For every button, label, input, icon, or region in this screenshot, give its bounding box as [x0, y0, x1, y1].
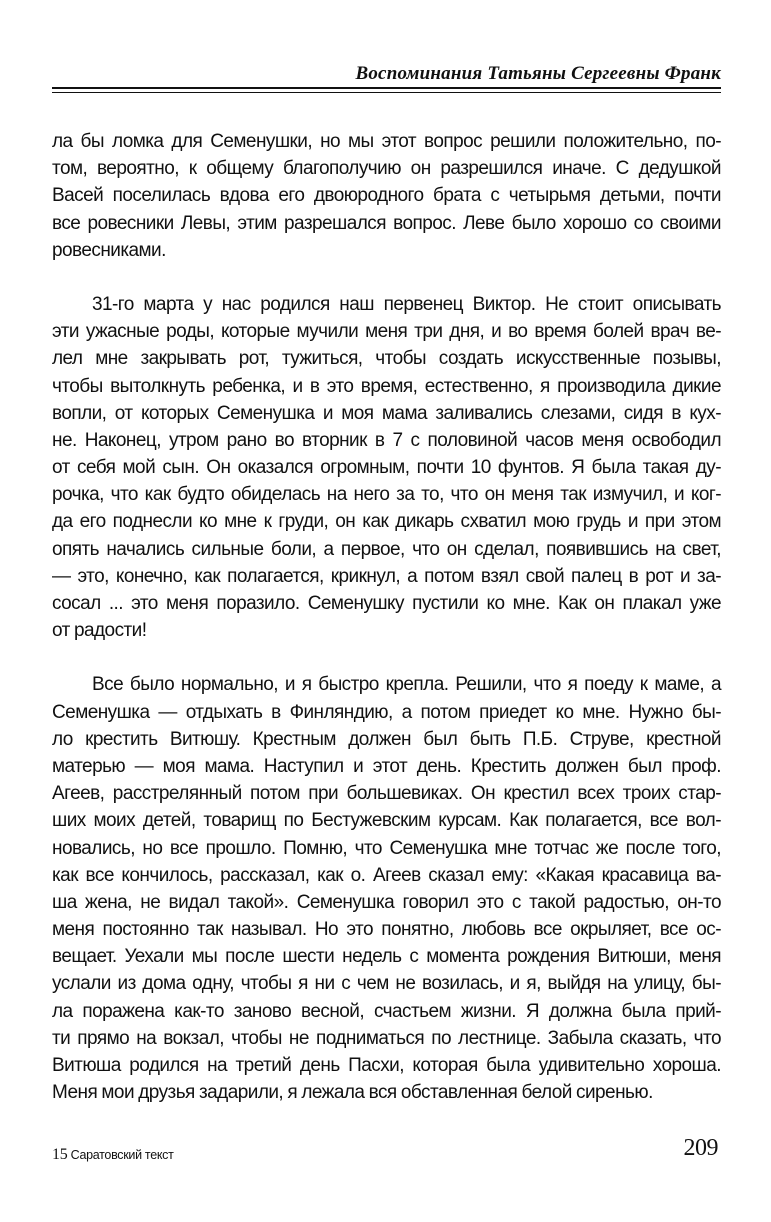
paragraph — [52, 128, 721, 264]
text-line: рочка, что как будто обиделась на него за то, что он меня так измучил, и ког- — [52, 484, 721, 506]
text-line: от радости! — [52, 620, 147, 642]
text-line: меня постоянно так называл. Но это понятно, любовь все окрыляет, все ос- — [52, 919, 721, 941]
paragraph — [52, 291, 721, 644]
header-rule-thin — [52, 92, 721, 93]
text-line: Семенушка — отдыхать в Финляндию, а потом приедет ко мне. Нужно бы- — [52, 701, 721, 723]
text-line: Все было нормально, и я быстро крепла. Решили, что я поеду к маме, а — [92, 674, 721, 696]
text-line: новались, но все прошло. Помню, что Семенушка мне тотчас же после того, — [52, 837, 721, 859]
text-line: Васей поселилась вдова его двоюродного брата с четырьмя детьми, почти — [52, 185, 721, 207]
signature-number: 15 — [52, 1146, 68, 1163]
text-line: опять начались сильные боли, а первое, что он сделал, появившись на свет, — [52, 538, 721, 560]
signature-text: Саратовский текст — [70, 1148, 174, 1162]
text-line: чтобы вытолкнуть ребенка, и в это время, естественно, я производила дикие — [52, 375, 721, 397]
text-line: лел мне закрывать рот, тужиться, чтобы создать искусственные позывы, — [52, 348, 721, 370]
text-line: от себя мой сын. Он оказался огромным, почти 10 фунтов. Я была такая ду- — [52, 457, 721, 479]
text-line: вещает. Уехали мы после шести недель с момента рождения Витюши, меня — [52, 946, 721, 968]
text-line: том, вероятно, к общему благополучию он разрешился иначе. С дедушкой — [52, 158, 721, 180]
text-line: как все кончилось, рассказал, как о. Агеев сказал ему: «Какая красавица ва- — [52, 864, 721, 886]
text-line: ти прямо на вокзал, чтобы не подниматься по лестнице. Забыла сказать, что — [52, 1027, 721, 1049]
body-text — [52, 128, 721, 1106]
header-rule-thick — [52, 87, 721, 89]
text-line: все ровесники Левы, этим разрешался вопрос. Леве было хорошо со своими — [52, 212, 721, 234]
text-line: услали из дома одну, чтобы я ни с чем не возилась, и я, выйдя на улицу, бы- — [52, 973, 721, 995]
text-line: Меня мои друзья задарили, я лежала вся обставленная белой сиренью. — [52, 1082, 653, 1104]
text-line: ровесниками. — [52, 239, 166, 261]
text-line: да его поднесли ко мне к груди, он как дикарь схватил мою грудь и при этом — [52, 511, 721, 533]
text-line: ла бы ломка для Семенушки, но мы этот вопрос решили положительно, по- — [52, 131, 721, 152]
paragraph — [52, 671, 721, 1106]
signature-mark — [52, 1146, 174, 1164]
text-line: ша жена, не видал такой». Семенушка говорил это с такой радостью, он-то — [52, 891, 721, 913]
text-line: ших моих детей, товарищ по Бестужевским курсам. Как полагается, все вол- — [52, 810, 721, 832]
text-line: Агеев, расстрелянный потом при большевиках. Он крестил всех троих стар- — [52, 783, 721, 805]
text-line: ло крестить Витюшу. Крестным должен был быть П.Б. Струве, крестной — [52, 728, 721, 750]
text-line: ла поражена как-то заново весной, счастьем жизни. Я должна была прий- — [52, 1000, 721, 1022]
text-line: — это, конечно, как полагается, крикнул, а потом взял свой палец в рот и за- — [52, 565, 721, 587]
text-line: не. Наконец, утром рано во вторник в 7 с половиной часов меня освободил — [52, 429, 721, 451]
text-line: эти ужасные роды, которые мучили меня три дня, и во время болей врач ве- — [52, 321, 721, 343]
text-line: Витюша родился на третий день Пасхи, которая была удивительно хороша. — [52, 1055, 721, 1076]
text-line: сосал ... это меня поразило. Семенушку пустили ко мне. Как он плакал уже — [52, 593, 721, 614]
text-line: матерью — моя мама. Наступил и этот день. Крестить должен был проф. — [52, 755, 721, 777]
page-number: 209 — [683, 1135, 718, 1161]
text-line: 31-го марта у нас родился наш первенец Виктор. Не стоит описывать — [92, 293, 721, 315]
text-line: вопли, от которых Семенушка и моя мама заливались слезами, сидя в кух- — [52, 402, 721, 424]
running-head: Воспоминания Татьяны Сергеевны Франк — [355, 63, 721, 84]
